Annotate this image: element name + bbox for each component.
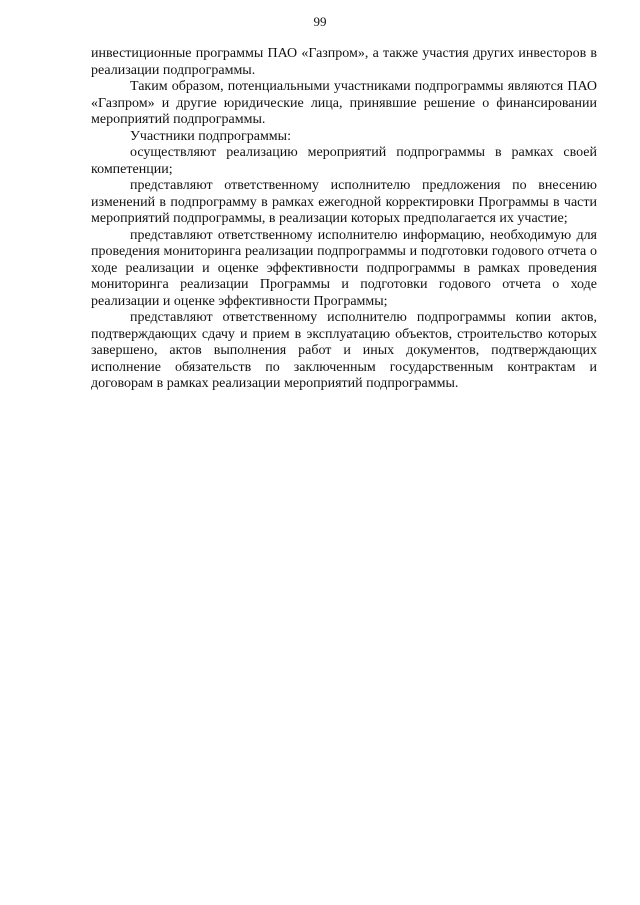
- document-body: [91, 46, 597, 393]
- page-number: 99: [313, 14, 327, 29]
- paragraph-investment-programs: инвестиционные программы ПАО «Газпром», а также участия других инвесторов в реализации подпрограммы.: [91, 46, 597, 78]
- paragraph-submit-information: представляют ответственному исполнителю информацию, необходимую для проведения мониторинга реализации подпрограммы и подготовки годового отчета о ходе реализации и оценке эффективности подпрограммы в рамках проведения мониторинга реализации Программы и подготовки годового отчета о ходе реализации и оценке эффективности Программы;: [91, 227, 597, 309]
- paragraph-submit-act-copies: представляют ответственному исполнителю подпрограммы копии актов, подтверждающих сдачу и прием в эксплуатацию объектов, строительство которых завершено, актов выполнения работ и иных документов, подтверждающих исполнение обязательств по заключенным государственным контрактам и договорам в рамках реализации мероприятий подпрограммы.: [91, 310, 597, 391]
- paragraph-implement-activities: осуществляют реализацию мероприятий подпрограммы в рамках своей компетенции;: [91, 145, 597, 177]
- paragraph-participants-heading: Участники подпрограммы:: [130, 128, 291, 144]
- paragraph-potential-participants: Таким образом, потенциальными участниками подпрограммы являются ПАО «Газпром» и другие юридические лица, принявшие решение о финансировании мероприятий подпрограммы.: [91, 79, 597, 127]
- paragraph-submit-proposals: представляют ответственному исполнителю предложения по внесению изменений в подпрограмму в рамках ежегодной корректировки Программы в части мероприятий подпрограммы, в реализации которых предполагается их участие;: [91, 178, 597, 226]
